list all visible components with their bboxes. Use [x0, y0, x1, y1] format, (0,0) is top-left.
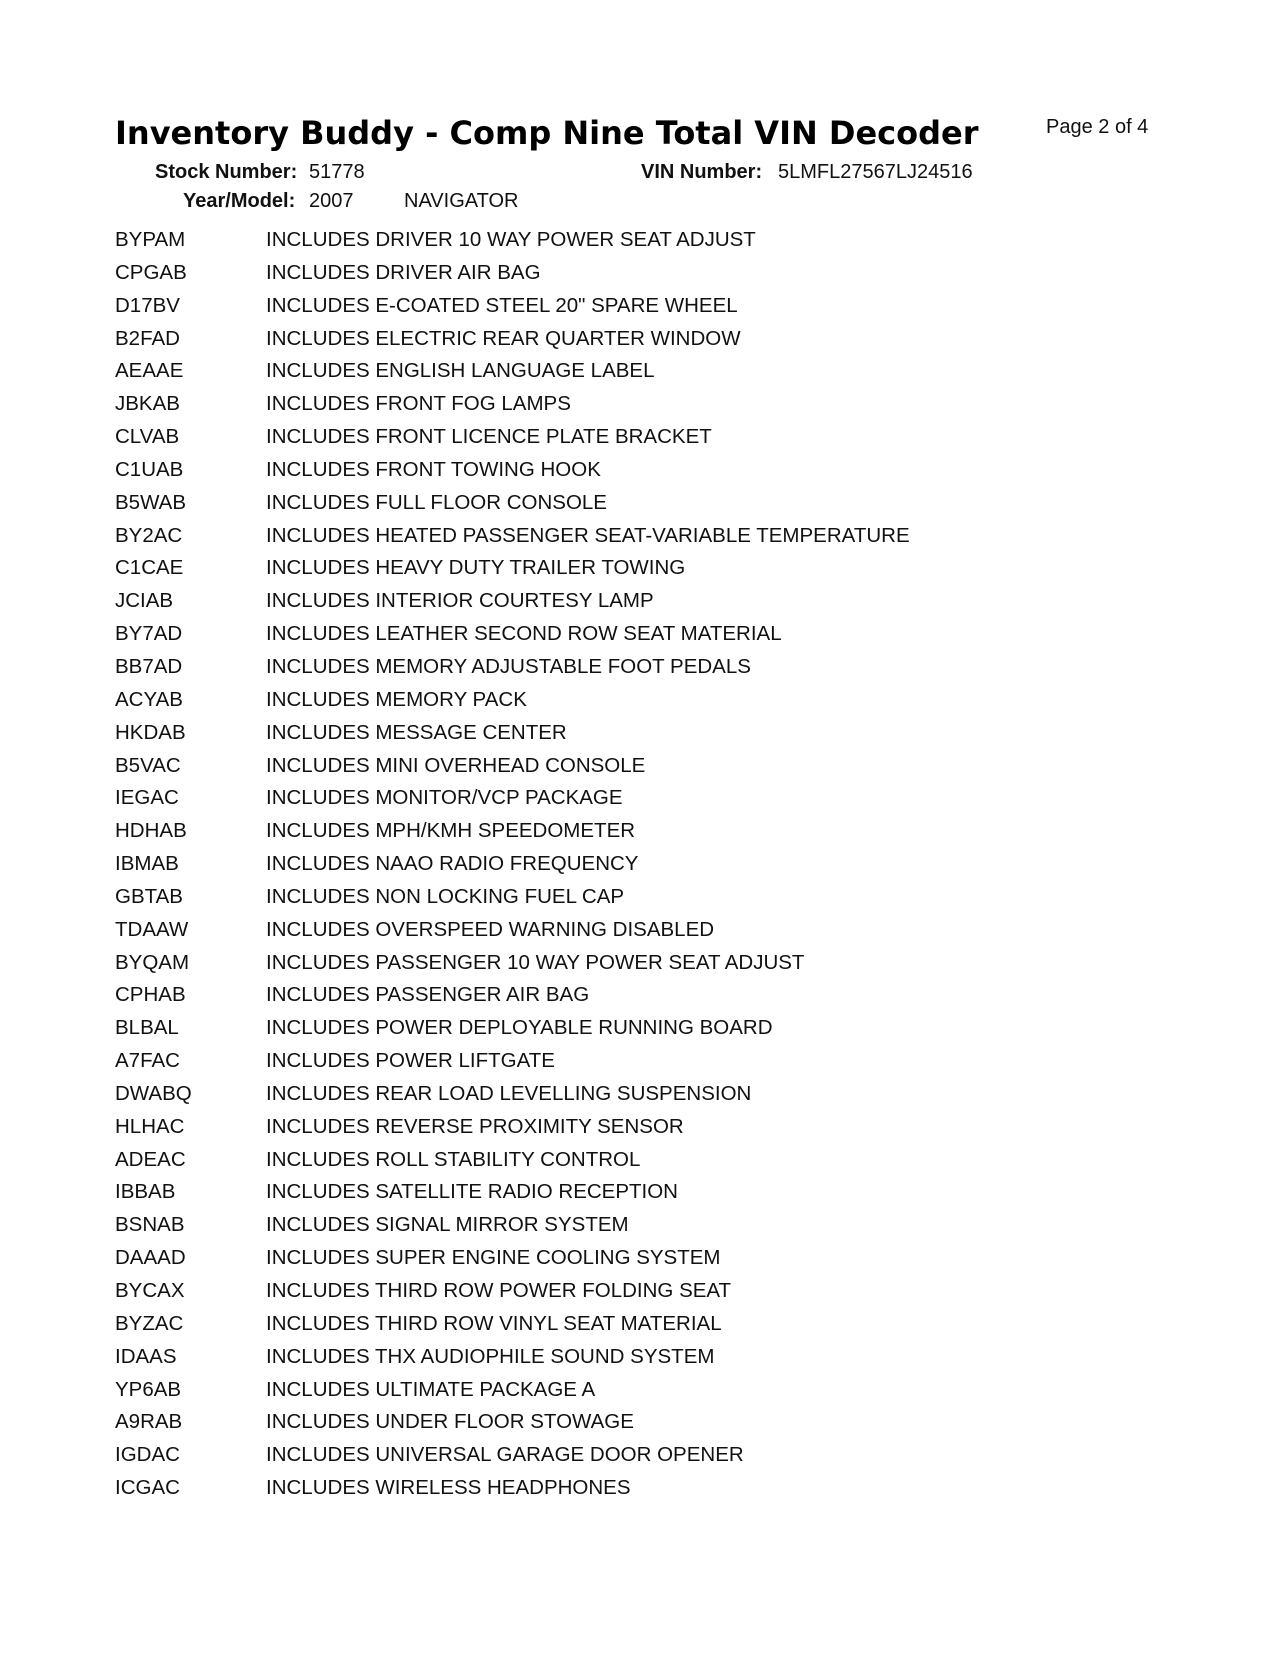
option-row: [115, 721, 1175, 754]
option-row: [115, 1148, 1175, 1181]
year-value: 2007: [309, 190, 354, 212]
option-code: CPGAB: [115, 260, 187, 284]
option-description: INCLUDES DRIVER 10 WAY POWER SEAT ADJUST: [266, 228, 756, 251]
option-description: INCLUDES UNDER FLOOR STOWAGE: [266, 1410, 634, 1434]
option-row: [115, 589, 1175, 622]
option-row: [115, 754, 1175, 787]
page-number: Page 2 of 4: [1046, 116, 1149, 138]
option-code: IEGAC: [115, 786, 179, 810]
option-description: INCLUDES HEATED PASSENGER SEAT-VARIABLE TEMPERATURE: [266, 523, 910, 547]
option-row: [115, 1378, 1175, 1411]
option-row: [115, 918, 1175, 951]
option-code: IBMAB: [115, 852, 179, 876]
option-code: BY7AD: [115, 622, 183, 646]
option-code: A9RAB: [115, 1410, 183, 1434]
option-description: INCLUDES THIRD ROW POWER FOLDING SEAT: [266, 1279, 732, 1302]
option-row: [115, 261, 1175, 294]
option-description: INCLUDES THX AUDIOPHILE SOUND SYSTEM: [266, 1344, 715, 1368]
option-row: [115, 1016, 1175, 1049]
option-code-list: [115, 228, 1175, 1509]
option-code: DAAAD: [115, 1246, 186, 1270]
option-code: A7FAC: [115, 1049, 180, 1073]
option-code: IGDAC: [115, 1443, 180, 1467]
option-row: [115, 688, 1175, 721]
option-description: INCLUDES UNIVERSAL GARAGE DOOR OPENER: [266, 1443, 744, 1467]
vin-number-value: 5LMFL27567LJ24516: [778, 161, 973, 183]
option-row: [115, 359, 1175, 392]
option-row: [115, 819, 1175, 852]
option-code: BSNAB: [115, 1213, 185, 1237]
option-code: BYZAC: [115, 1311, 184, 1335]
option-row: [115, 1410, 1175, 1443]
option-row: [115, 524, 1175, 557]
option-description: INCLUDES HEAVY DUTY TRAILER TOWING: [266, 556, 686, 580]
option-description: INCLUDES REAR LOAD LEVELLING SUSPENSION: [266, 1081, 752, 1105]
option-description: INCLUDES POWER DEPLOYABLE RUNNING BOARD: [266, 1016, 773, 1040]
option-description: INCLUDES MPH/KMH SPEEDOMETER: [266, 819, 636, 843]
option-code: BYQAM: [115, 950, 190, 974]
option-description: INCLUDES POWER LIFTGATE: [266, 1049, 555, 1073]
option-description: INCLUDES FRONT FOG LAMPS: [266, 392, 571, 416]
option-code: DWABQ: [115, 1081, 192, 1105]
option-description: INCLUDES NAAO RADIO FREQUENCY: [266, 852, 639, 876]
vin-number-label: VIN Number:: [641, 161, 763, 183]
option-row: [115, 1180, 1175, 1213]
option-code: ACYAB: [115, 687, 183, 711]
option-code: CLVAB: [115, 425, 180, 449]
option-row: [115, 655, 1175, 688]
option-code: YP6AB: [115, 1377, 182, 1401]
option-row: [115, 228, 1175, 261]
option-description: INCLUDES MONITOR/VCP PACKAGE: [266, 786, 623, 810]
option-row: [115, 1246, 1175, 1279]
option-description: INCLUDES FRONT TOWING HOOK: [266, 457, 601, 481]
option-row: [115, 1312, 1175, 1345]
stock-number-label: Stock Number:: [155, 161, 298, 183]
option-description: INCLUDES NON LOCKING FUEL CAP: [266, 884, 625, 908]
option-row: [115, 294, 1175, 327]
option-row: [115, 1345, 1175, 1378]
option-description: INCLUDES LEATHER SECOND ROW SEAT MATERIAL: [266, 622, 782, 646]
option-code: IBBAB: [115, 1180, 176, 1204]
option-code: IDAAS: [115, 1344, 177, 1368]
option-row: [115, 852, 1175, 885]
option-description: INCLUDES ELECTRIC REAR QUARTER WINDOW: [266, 326, 741, 350]
year-model-label: Year/Model:: [183, 190, 296, 212]
model-value: NAVIGATOR: [404, 190, 519, 212]
option-code: BYCAX: [115, 1279, 185, 1302]
option-row: [115, 786, 1175, 819]
option-row: [115, 951, 1175, 984]
option-description: INCLUDES THIRD ROW VINYL SEAT MATERIAL: [266, 1311, 722, 1335]
option-row: [115, 392, 1175, 425]
option-description: INCLUDES INTERIOR COURTESY LAMP: [266, 589, 654, 613]
option-row: [115, 622, 1175, 655]
option-row: [115, 983, 1175, 1016]
option-code: D17BV: [115, 293, 180, 317]
option-row: [115, 458, 1175, 491]
option-row: [115, 491, 1175, 524]
option-code: B5WAB: [115, 490, 187, 514]
option-row: [115, 1049, 1175, 1082]
report-title: Inventory Buddy - Comp Nine Total VIN Decoder: [115, 114, 979, 152]
option-description: INCLUDES OVERSPEED WARNING DISABLED: [266, 917, 715, 941]
option-code: BYPAM: [115, 228, 186, 251]
option-code: JCIAB: [115, 589, 174, 613]
option-code: CPHAB: [115, 983, 186, 1007]
option-description: INCLUDES PASSENGER 10 WAY POWER SEAT ADJUST: [266, 950, 805, 974]
option-description: INCLUDES MESSAGE CENTER: [266, 720, 567, 744]
option-row: [115, 1115, 1175, 1148]
option-description: INCLUDES SATELLITE RADIO RECEPTION: [266, 1180, 678, 1204]
option-description: INCLUDES SUPER ENGINE COOLING SYSTEM: [266, 1246, 721, 1270]
option-code: C1UAB: [115, 457, 184, 481]
option-description: INCLUDES ENGLISH LANGUAGE LABEL: [266, 359, 655, 383]
option-description: INCLUDES FRONT LICENCE PLATE BRACKET: [266, 425, 712, 449]
option-description: INCLUDES WIRELESS HEADPHONES: [266, 1476, 631, 1500]
option-code: BLBAL: [115, 1016, 179, 1040]
option-description: INCLUDES DRIVER AIR BAG: [266, 260, 541, 284]
option-code: JBKAB: [115, 392, 180, 416]
option-description: INCLUDES SIGNAL MIRROR SYSTEM: [266, 1213, 629, 1237]
option-code: TDAAW: [115, 917, 189, 941]
option-row: [115, 327, 1175, 360]
stock-number-value: 51778: [309, 161, 365, 183]
option-row: [115, 1213, 1175, 1246]
option-code: B5VAC: [115, 753, 181, 777]
option-code: HKDAB: [115, 720, 186, 744]
option-row: [115, 1476, 1175, 1509]
option-description: INCLUDES REVERSE PROXIMITY SENSOR: [266, 1114, 684, 1138]
option-row: [115, 556, 1175, 589]
option-description: INCLUDES MINI OVERHEAD CONSOLE: [266, 753, 646, 777]
option-description: INCLUDES ROLL STABILITY CONTROL: [266, 1147, 641, 1171]
option-row: [115, 1082, 1175, 1115]
option-description: INCLUDES ULTIMATE PACKAGE A: [266, 1377, 596, 1401]
option-code: B2FAD: [115, 326, 180, 350]
option-code: ICGAC: [115, 1476, 180, 1500]
option-description: INCLUDES MEMORY ADJUSTABLE FOOT PEDALS: [266, 654, 751, 678]
option-code: HLHAC: [115, 1114, 185, 1138]
option-code: BB7AD: [115, 654, 183, 678]
option-row: [115, 1443, 1175, 1476]
option-code: BY2AC: [115, 523, 183, 547]
option-code: C1CAE: [115, 556, 184, 580]
option-row: [115, 425, 1175, 458]
option-description: INCLUDES PASSENGER AIR BAG: [266, 983, 590, 1007]
option-code: AEAAE: [115, 359, 184, 383]
option-row: [115, 885, 1175, 918]
option-code: ADEAC: [115, 1147, 186, 1171]
option-code: HDHAB: [115, 819, 187, 843]
option-row: [115, 1279, 1175, 1312]
option-description: INCLUDES FULL FLOOR CONSOLE: [266, 490, 607, 514]
option-description: INCLUDES E-COATED STEEL 20" SPARE WHEEL: [266, 293, 738, 317]
option-description: INCLUDES MEMORY PACK: [266, 687, 527, 711]
option-code: GBTAB: [115, 884, 183, 908]
